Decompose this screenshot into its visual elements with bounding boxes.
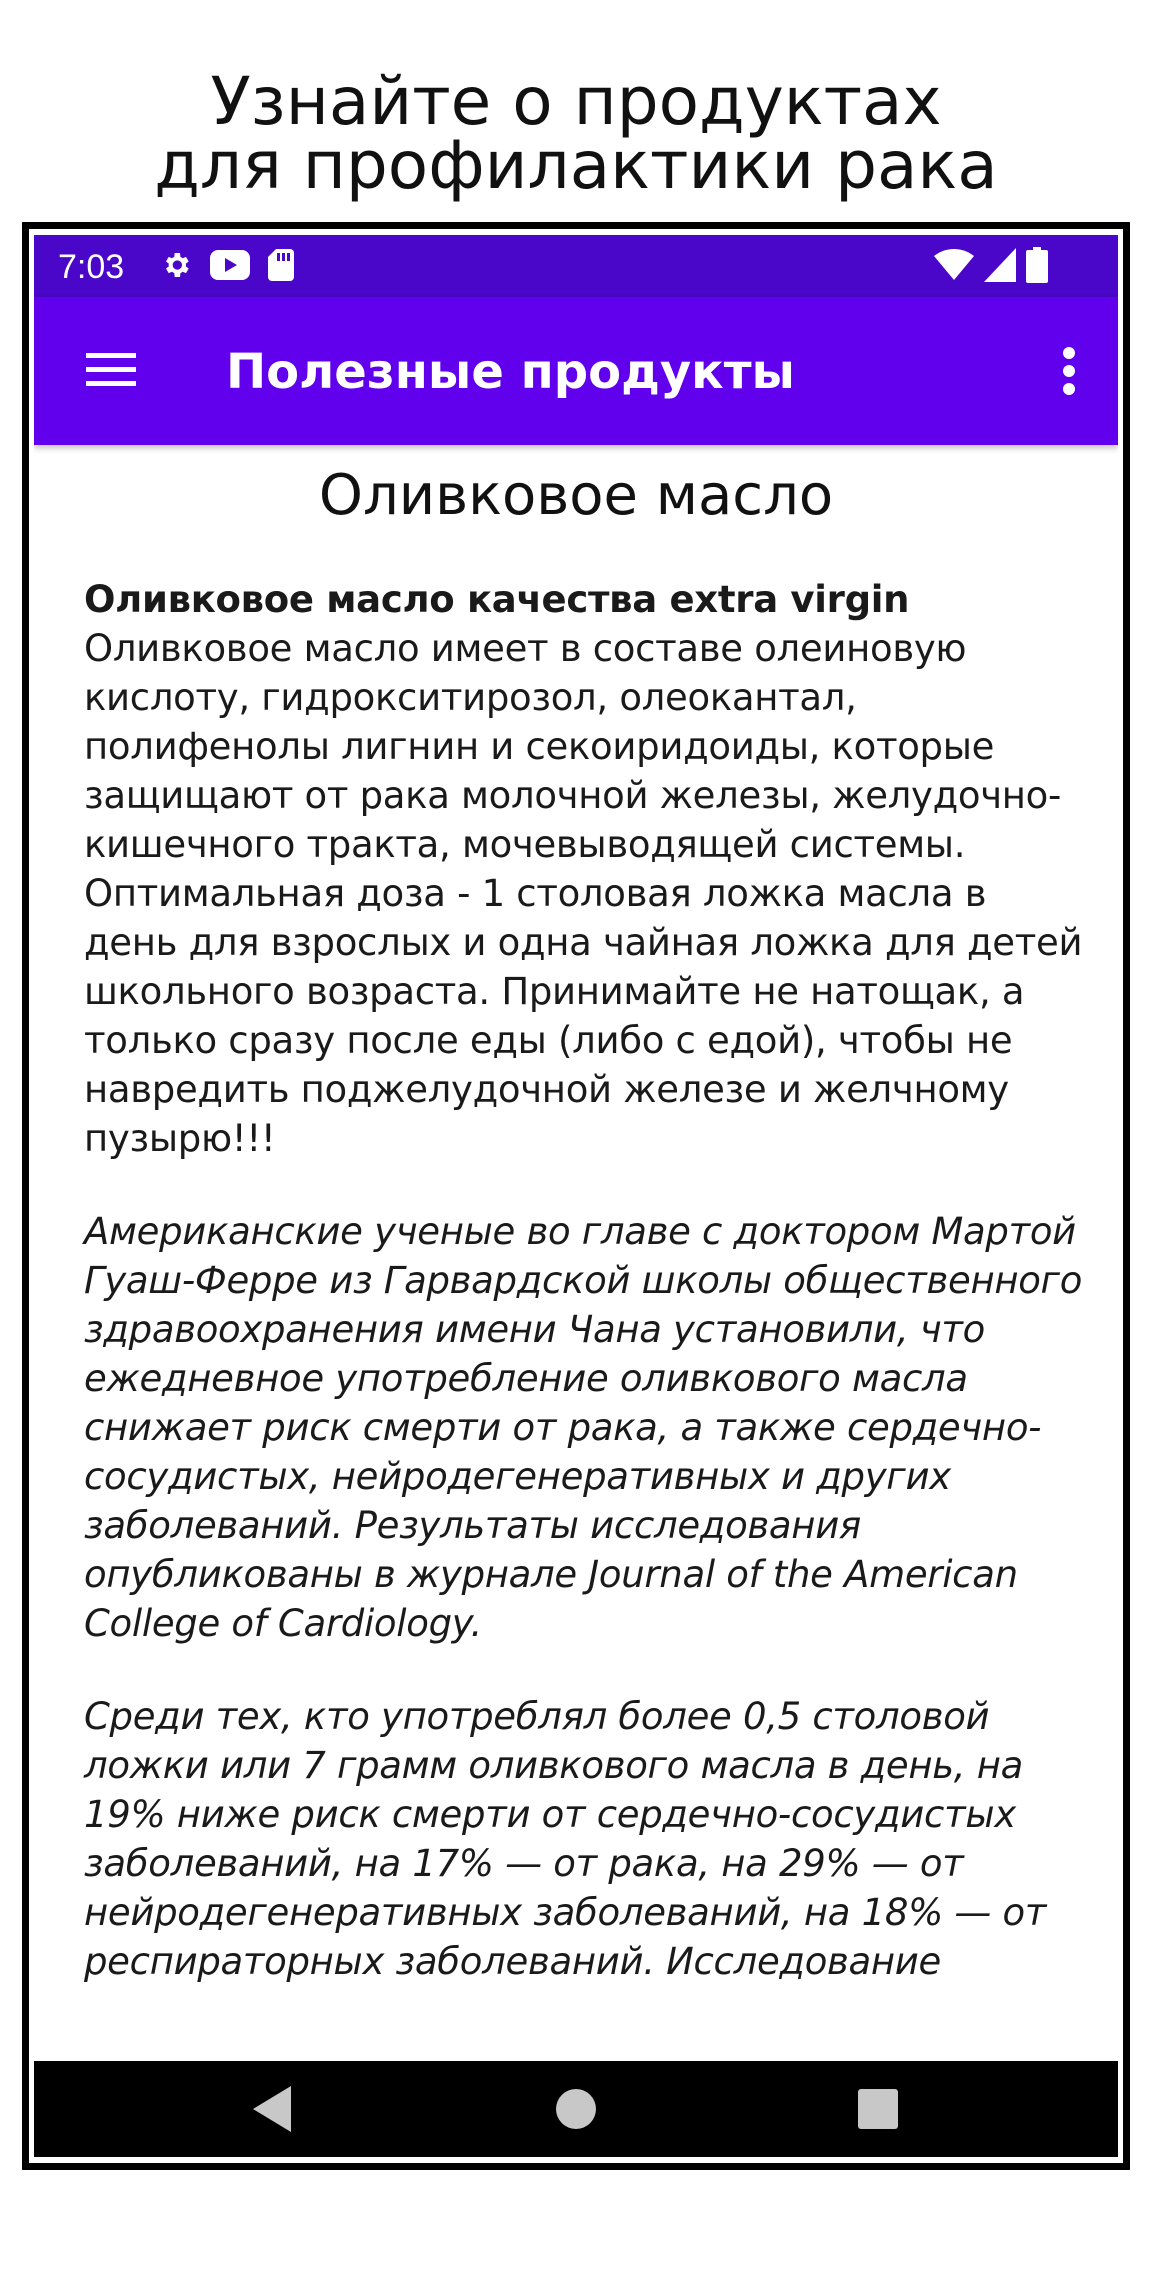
battery-icon [1026, 247, 1048, 287]
sd-card-icon [268, 249, 294, 285]
navigation-bar [34, 2061, 1118, 2157]
article-scroll-view[interactable] [34, 445, 1118, 2061]
back-triangle-icon [251, 2084, 293, 2134]
overflow-menu-button[interactable] [1054, 341, 1084, 401]
youtube-icon [210, 250, 250, 284]
article-paragraph-3: Среди тех, кто употреблял более 0,5 столовой ложки или 7 грамм оливкового масла в день, на 19% ниже риск смерти от сердечно-сосудистых заболеваний, на 17% — от рака, на 29% — от нейродегенеративных заболеваний, на 18% — от респираторных заболеваний. Исследование [84, 1695, 1047, 1983]
menu-button[interactable] [84, 343, 138, 397]
article-paragraph-2: Американские ученые во главе с доктором Мартой Гуаш-Ферре из Гарвардской школы общественного здравоохранения имени Чана установили, что ежедневное употребление оливкового масла снижает риск смерти от рака, а также сердечно-сосудистых, нейродегенеративных и других заболеваний. Результаты исследования опубликованы в журнале Journal of the American College of Cardiology. [84, 1210, 1083, 1645]
promo-title [0, 63, 1152, 204]
status-time: 7:03 [58, 248, 125, 286]
article-title: Оливковое масло [318, 463, 834, 528]
hamburger-menu-icon [84, 343, 138, 397]
article-subhead: Оливковое масло качества extra virgin [84, 578, 910, 621]
status-bar [34, 235, 1118, 297]
home-button[interactable] [546, 2079, 606, 2139]
article-paragraph-1-text: Оливковое масло имеет в составе олеиновую кислоту, гидрокситирозол, олеокантал, полифенолы лигнин и секоиридоиды, которые защищают от рака молочной железы, желудочно-кишечного тракта, мочевыводящей системы. Оптимальная доза - 1 столовая ложка масла в день для взрослых и одна чайная ложка для детей школьного возраста. Принимайте не натощак, а только сразу после еды (либо с едой), чтобы не навредить поджелудочной железе и желчному пузырю!!! [84, 627, 1083, 1160]
home-circle-icon [555, 2088, 597, 2130]
app-bar [34, 297, 1118, 445]
phone-screen [34, 235, 1118, 2157]
recents-button[interactable] [848, 2079, 908, 2139]
gear-icon [160, 249, 192, 285]
cell-signal-icon [984, 248, 1016, 286]
status-icons-left [160, 249, 294, 285]
promo-title-line-1: Узнайте о продуктах [210, 63, 942, 140]
promo-title-line-2: для профилактики рака [154, 127, 998, 204]
back-button[interactable] [242, 2079, 302, 2139]
status-icons-right [934, 247, 1048, 287]
recents-square-icon [857, 2088, 899, 2130]
wifi-icon [934, 248, 974, 286]
more-vert-icon [1054, 341, 1084, 401]
article-body [84, 575, 1084, 2030]
app-title: Полезные продукты [226, 344, 795, 400]
article-paragraph-1 [84, 575, 1084, 1163]
